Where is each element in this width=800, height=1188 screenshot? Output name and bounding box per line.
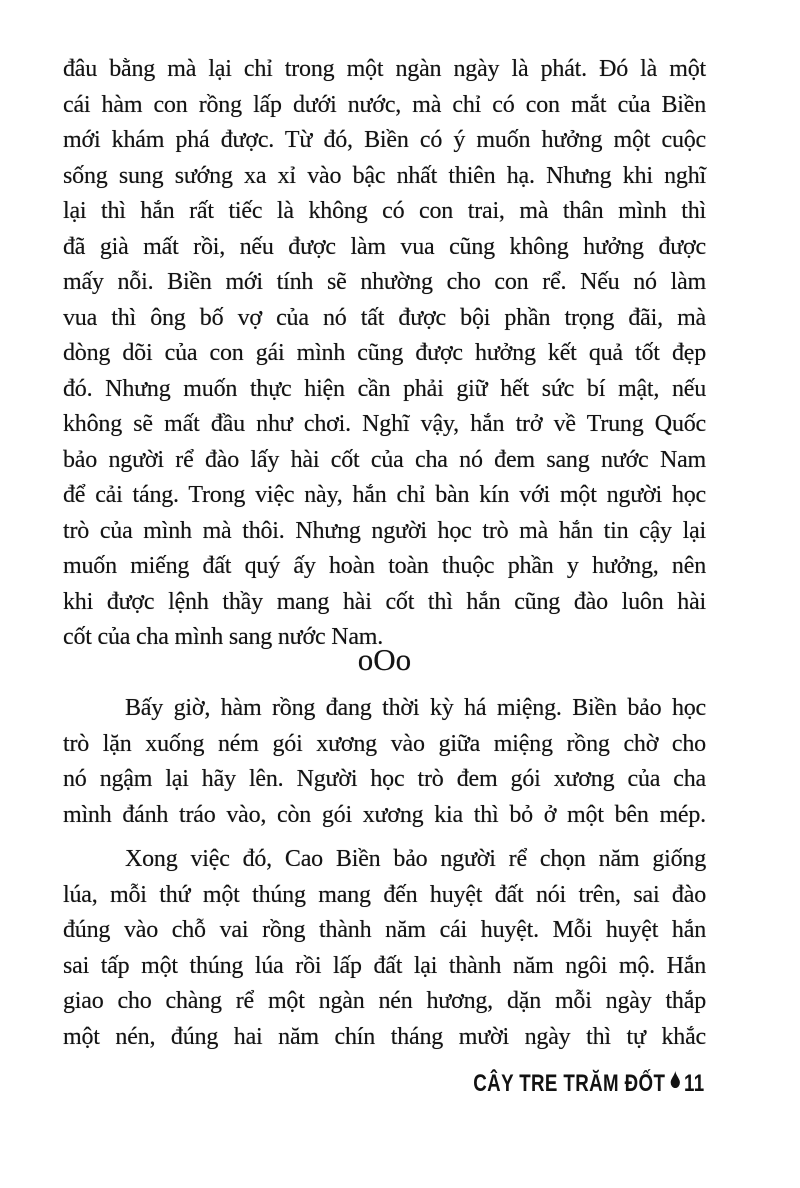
text-line: giao cho chàng rể một ngàn nén hương, dặn mỗi ngày thắp [63, 988, 706, 1014]
paragraph-1 [63, 52, 706, 656]
text-line: muốn miếng đất quý ấy hoàn toàn thuộc phần y hưởng, nên [63, 553, 706, 579]
text-line: đó. Nhưng muốn thực hiện cần phải giữ hết sức bí mật, nếu [63, 375, 706, 402]
drop-icon [671, 1068, 680, 1094]
text-line: nó ngậm lại hãy lên. Người học trò đem gói xương của cha [63, 766, 706, 792]
text-line: trò của mình mà thôi. Nhưng người học trò mà hắn tin cậy lại [63, 517, 706, 544]
text-line: khi được lệnh thầy mang hài cốt thì hắn cũng đào luôn hài [63, 588, 706, 615]
text-line: mới khám phá được. Từ đó, Biền có ý muốn hưởng một cuộc [63, 127, 706, 153]
text-line: dòng dõi của con gái mình cũng được hưởng kết quả tốt đẹp [63, 340, 706, 366]
text-line: đã già mất rồi, nếu được làm vua cũng không hưởng được [63, 233, 706, 260]
text-line: Bấy giờ, hàm rồng đang thời kỳ há miệng. Biền bảo học [125, 695, 706, 721]
text-line: đúng vào chỗ vai rồng thành năm cái huyệt. Mỗi huyệt hắn [63, 917, 706, 943]
text-line: mình đánh tráo vào, còn gói xương kia thì bỏ ở một bên mép. [63, 801, 706, 828]
text-line: đâu bằng mà lại chỉ trong một ngàn ngày là phát. Đó là một [63, 56, 706, 82]
text-line: để cải táng. Trong việc này, hắn chỉ bàn kín với một người học [63, 482, 706, 508]
text-line: bảo người rể đào lấy hài cốt của cha nó đem sang nước Nam [63, 446, 706, 473]
text-line: sai tấp một thúng lúa rồi lấp đất lại thành năm ngôi mộ. Hắn [63, 952, 706, 979]
text-line: vua thì ông bố vợ của nó tất được bội phần trọng đãi, mà [63, 304, 706, 331]
text-line: cốt của cha mình sang nước Nam. [63, 624, 384, 650]
page-footer [474, 1068, 705, 1097]
text-line: cái hàm con rồng lấp dưới nước, mà chỉ có con mắt của Biền [63, 91, 706, 118]
paragraph-3 [63, 842, 706, 1055]
text-line: lại thì hắn rất tiếc là không có con trai, mà thân mình thì [63, 198, 706, 224]
text-line: sống sung sướng xa xỉ vào bậc nhất thiên hạ. Nhưng khi nghĩ [63, 162, 706, 189]
section-separator: oOo [357, 642, 412, 677]
text-line: trò lặn xuống ném gói xương vào giữa miệng rồng chờ cho [63, 730, 706, 757]
text-line: Xong việc đó, Cao Biền bảo người rể chọn năm giống [125, 846, 706, 872]
text-line: không sẽ mất đầu như chơi. Nghĩ vậy, hắn trở về Trung Quốc [63, 411, 706, 437]
running-title: CÂY TRE TRĂM ĐỐT [473, 1070, 666, 1097]
paragraph-2 [63, 691, 706, 833]
text-line: một nén, đúng hai năm chín tháng mười ngày thì tự khắc [63, 1023, 706, 1050]
text-line: lúa, mỗi thứ một thúng mang đến huyệt đất nói trên, sai đào [63, 881, 706, 908]
page-number: 11 [684, 1070, 705, 1097]
text-line: mấy nỗi. Biền mới tính sẽ nhường cho con rể. Nếu nó làm [63, 269, 706, 295]
